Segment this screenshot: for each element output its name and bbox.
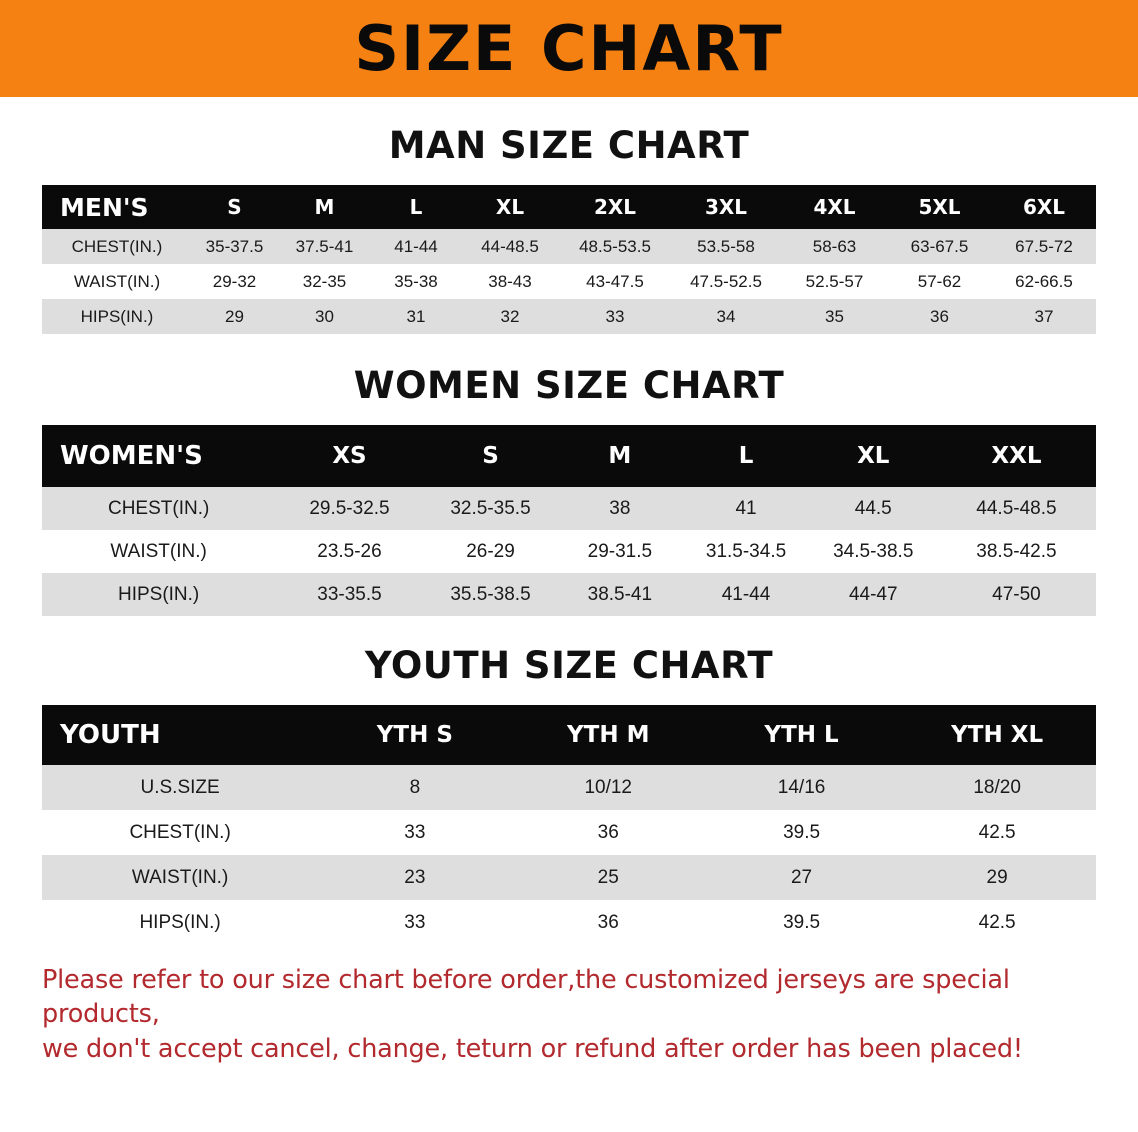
women-table-wrap bbox=[0, 407, 1138, 616]
youth-row1-cell0: 33 bbox=[318, 810, 511, 855]
youth-row1-cell3: 42.5 bbox=[898, 810, 1096, 855]
man-header-cell-4: XL bbox=[460, 185, 560, 229]
table-row bbox=[42, 573, 1096, 616]
women-header-cell-4: L bbox=[682, 425, 809, 487]
man-row2-cell1: 30 bbox=[277, 299, 372, 334]
youth-row0-cell2: 14/16 bbox=[705, 765, 898, 810]
women-table-header-row bbox=[42, 425, 1096, 487]
youth-row2-label: WAIST(IN.) bbox=[42, 855, 318, 900]
table-row bbox=[42, 264, 1096, 299]
women-row2-cell5: 47-50 bbox=[937, 573, 1096, 616]
women-row2-cell3: 41-44 bbox=[682, 573, 809, 616]
youth-table-header-row bbox=[42, 705, 1096, 765]
man-header-cell-8: 5XL bbox=[887, 185, 992, 229]
man-row1-cell6: 52.5-57 bbox=[782, 264, 887, 299]
table-row bbox=[42, 765, 1096, 810]
man-header-cell-0: MEN'S bbox=[42, 185, 192, 229]
man-row2-label: HIPS(IN.) bbox=[42, 299, 192, 334]
women-row1-cell3: 31.5-34.5 bbox=[682, 530, 809, 573]
women-row1-label: WAIST(IN.) bbox=[42, 530, 275, 573]
youth-row1-cell1: 36 bbox=[512, 810, 705, 855]
man-row1-cell3: 38-43 bbox=[460, 264, 560, 299]
man-row0-cell8: 67.5-72 bbox=[992, 229, 1096, 264]
women-header-cell-5: XL bbox=[810, 425, 937, 487]
table-row bbox=[42, 530, 1096, 573]
women-row1-cell0: 23.5-26 bbox=[275, 530, 423, 573]
table-row bbox=[42, 855, 1096, 900]
youth-header-cell-0: YOUTH bbox=[42, 705, 318, 765]
man-row2-cell7: 36 bbox=[887, 299, 992, 334]
man-row0-label: CHEST(IN.) bbox=[42, 229, 192, 264]
man-header-cell-5: 2XL bbox=[560, 185, 670, 229]
man-row1-cell5: 47.5-52.5 bbox=[670, 264, 782, 299]
man-row2-cell3: 32 bbox=[460, 299, 560, 334]
women-row2-cell1: 35.5-38.5 bbox=[424, 573, 558, 616]
women-row0-cell4: 44.5 bbox=[810, 487, 937, 530]
youth-header-cell-1: YTH S bbox=[318, 705, 511, 765]
man-row1-label: WAIST(IN.) bbox=[42, 264, 192, 299]
youth-header-cell-4: YTH XL bbox=[898, 705, 1096, 765]
man-row2-cell2: 31 bbox=[372, 299, 460, 334]
man-row0-cell7: 63-67.5 bbox=[887, 229, 992, 264]
man-row1-cell7: 57-62 bbox=[887, 264, 992, 299]
women-section-heading: WOMEN SIZE CHART bbox=[353, 364, 785, 407]
youth-row0-cell0: 8 bbox=[318, 765, 511, 810]
man-row0-cell4: 48.5-53.5 bbox=[560, 229, 670, 264]
women-row1-cell4: 34.5-38.5 bbox=[810, 530, 937, 573]
youth-row3-cell0: 33 bbox=[318, 900, 511, 945]
man-row2-cell8: 37 bbox=[992, 299, 1096, 334]
man-row1-cell4: 43-47.5 bbox=[560, 264, 670, 299]
man-row1-cell1: 32-35 bbox=[277, 264, 372, 299]
man-header-cell-2: M bbox=[277, 185, 372, 229]
youth-row3-label: HIPS(IN.) bbox=[42, 900, 318, 945]
man-header-cell-6: 3XL bbox=[670, 185, 782, 229]
man-row1-cell8: 62-66.5 bbox=[992, 264, 1096, 299]
youth-table-wrap bbox=[0, 687, 1138, 945]
women-header-cell-2: S bbox=[424, 425, 558, 487]
youth-row2-cell3: 29 bbox=[898, 855, 1096, 900]
women-row1-cell1: 26-29 bbox=[424, 530, 558, 573]
youth-header-cell-2: YTH M bbox=[512, 705, 705, 765]
man-header-cell-1: S bbox=[192, 185, 277, 229]
youth-header-cell-3: YTH L bbox=[705, 705, 898, 765]
women-row2-cell2: 38.5-41 bbox=[557, 573, 682, 616]
women-row1-cell2: 29-31.5 bbox=[557, 530, 682, 573]
women-row2-cell0: 33-35.5 bbox=[275, 573, 423, 616]
youth-row2-cell2: 27 bbox=[705, 855, 898, 900]
women-row2-cell4: 44-47 bbox=[810, 573, 937, 616]
youth-row3-cell3: 42.5 bbox=[898, 900, 1096, 945]
disclaimer-line-2: we don't accept cancel, change, teturn or refund after order has been placed! bbox=[42, 1033, 1023, 1064]
youth-row0-cell1: 10/12 bbox=[512, 765, 705, 810]
disclaimer-note bbox=[42, 963, 1102, 1066]
youth-row2-cell0: 23 bbox=[318, 855, 511, 900]
women-row2-label: HIPS(IN.) bbox=[42, 573, 275, 616]
women-row0-label: CHEST(IN.) bbox=[42, 487, 275, 530]
women-row0-cell3: 41 bbox=[682, 487, 809, 530]
youth-row1-cell2: 39.5 bbox=[705, 810, 898, 855]
youth-row0-label: U.S.SIZE bbox=[42, 765, 318, 810]
man-row0-cell0: 35-37.5 bbox=[192, 229, 277, 264]
man-row2-cell5: 34 bbox=[670, 299, 782, 334]
women-row0-cell5: 44.5-48.5 bbox=[937, 487, 1096, 530]
man-row2-cell4: 33 bbox=[560, 299, 670, 334]
banner bbox=[0, 0, 1138, 97]
women-header-cell-3: M bbox=[557, 425, 682, 487]
man-size-table bbox=[42, 185, 1096, 334]
women-row0-cell1: 32.5-35.5 bbox=[424, 487, 558, 530]
youth-row3-cell1: 36 bbox=[512, 900, 705, 945]
table-row bbox=[42, 229, 1096, 264]
women-header-cell-0: WOMEN'S bbox=[42, 425, 275, 487]
man-row0-cell1: 37.5-41 bbox=[277, 229, 372, 264]
man-row0-cell6: 58-63 bbox=[782, 229, 887, 264]
table-row bbox=[42, 487, 1096, 530]
women-row0-cell2: 38 bbox=[557, 487, 682, 530]
man-table-header-row bbox=[42, 185, 1096, 229]
youth-size-table bbox=[42, 705, 1096, 945]
man-row2-cell6: 35 bbox=[782, 299, 887, 334]
women-size-table bbox=[42, 425, 1096, 616]
youth-row1-label: CHEST(IN.) bbox=[42, 810, 318, 855]
man-row2-cell0: 29 bbox=[192, 299, 277, 334]
man-row0-cell2: 41-44 bbox=[372, 229, 460, 264]
man-header-cell-9: 6XL bbox=[992, 185, 1096, 229]
man-table-wrap bbox=[0, 167, 1138, 334]
youth-row2-cell1: 25 bbox=[512, 855, 705, 900]
youth-row0-cell3: 18/20 bbox=[898, 765, 1096, 810]
women-row0-cell0: 29.5-32.5 bbox=[275, 487, 423, 530]
youth-row3-cell2: 39.5 bbox=[705, 900, 898, 945]
man-section-heading: MAN SIZE CHART bbox=[388, 124, 750, 167]
women-row1-cell5: 38.5-42.5 bbox=[937, 530, 1096, 573]
man-header-cell-7: 4XL bbox=[782, 185, 887, 229]
man-row0-cell5: 53.5-58 bbox=[670, 229, 782, 264]
man-row1-cell0: 29-32 bbox=[192, 264, 277, 299]
man-row1-cell2: 35-38 bbox=[372, 264, 460, 299]
youth-section-heading: YOUTH SIZE CHART bbox=[364, 644, 774, 687]
women-header-cell-6: XXL bbox=[937, 425, 1096, 487]
table-row bbox=[42, 299, 1096, 334]
disclaimer-line-1: Please refer to our size chart before order,the customized jerseys are special products, bbox=[42, 965, 1010, 1030]
table-row bbox=[42, 900, 1096, 945]
women-header-cell-1: XS bbox=[275, 425, 423, 487]
man-row0-cell3: 44-48.5 bbox=[460, 229, 560, 264]
table-row bbox=[42, 810, 1096, 855]
page-title: SIZE CHART bbox=[354, 11, 784, 85]
man-header-cell-3: L bbox=[372, 185, 460, 229]
